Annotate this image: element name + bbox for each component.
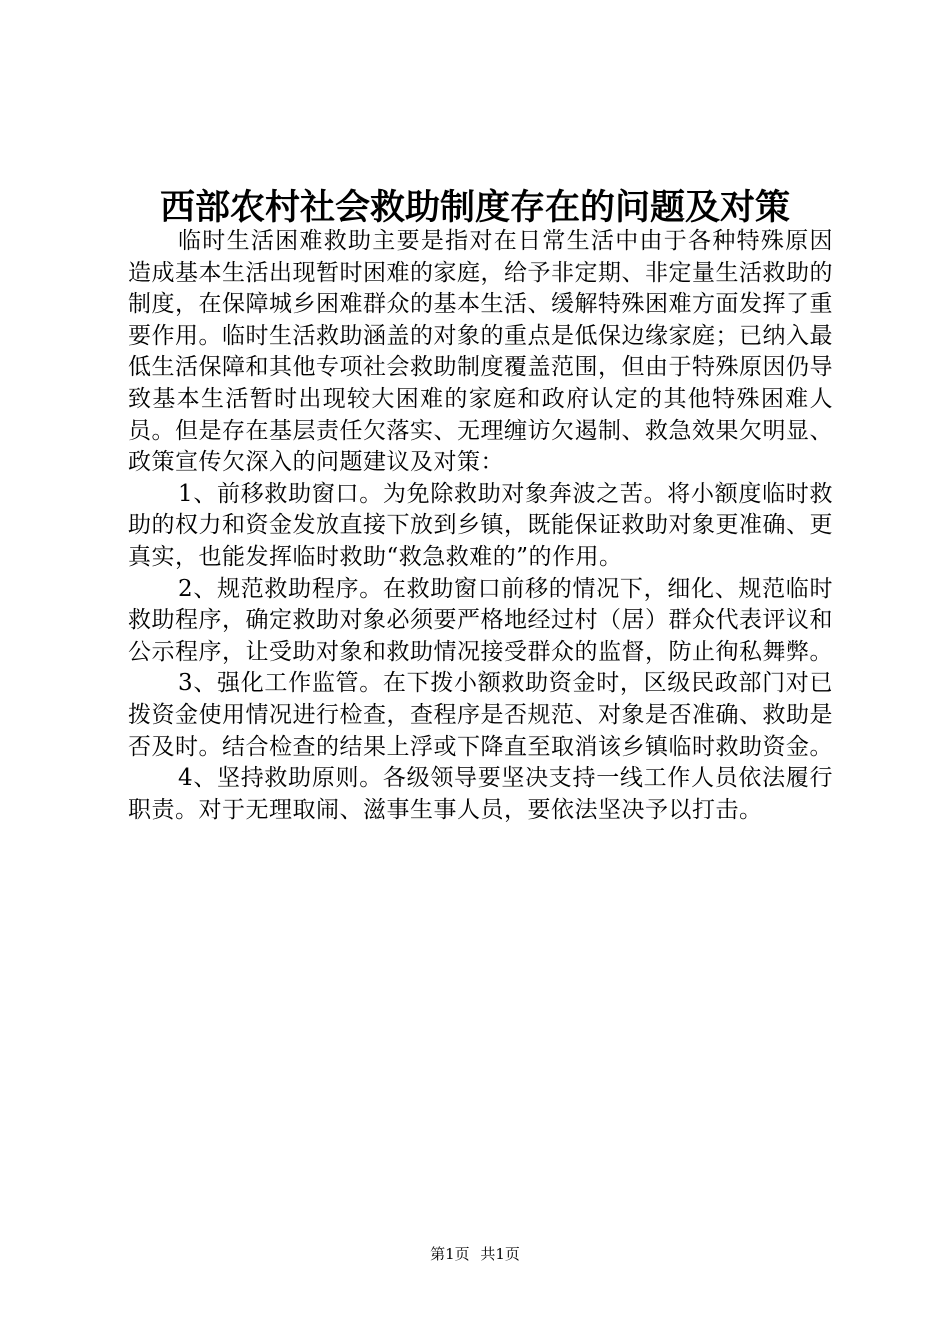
paragraph-intro: 临时生活困难救助主要是指对在日常生活中由于各种特殊原因造成基本生活出现暂时困难的家庭，给予非定期、非定量生活救助的制度，在保障城乡困难群众的基本生活、缓解特殊困难方面发挥了重要作用。临时生活救助涵盖的对象的重点是低保边缘家庭；已纳入最低生活保障和其他专项社会救助制度覆盖范围，但由于特殊原因仍导致基本生活暂时出现较大困难的家庭和政府认定的其他特殊困难人员。但是存在基层责任欠落实、无理缠访欠遏制、救急效果欠明显、政策宣传欠深入的问题建议及对策： (128, 228, 833, 476)
paragraph-item-2: 2、规范救助程序。在救助窗口前移的情况下，细化、规范临时救助程序，确定救助对象必须要严格地经过村（居）群众代表评议和公示程序，让受助对象和救助情况接受群众的监督，防止徇私舞弊。 (128, 575, 833, 665)
paragraph-item-3: 3、强化工作监管。在下拨小额救助资金时，区级民政部门对已拨资金使用情况进行检查，查程序是否规范、对象是否准确、救助是否及时。结合检查的结果上浮或下降直至取消该乡镇临时救助资金。 (128, 670, 833, 760)
document-body (128, 226, 833, 826)
paragraph-item-4: 4、坚持救助原则。各级领导要坚决支持一线工作人员依法履行职责。对于无理取闹、滋事生事人员，要依法坚决予以打击。 (128, 765, 833, 823)
document-title: 西部农村社会救助制度存在的问题及对策 (159, 187, 790, 228)
page-number-total: 共1页 (480, 1245, 520, 1263)
page-footer (0, 1244, 950, 1264)
page-number-current: 第1页 (430, 1245, 470, 1263)
paragraph-item-1: 1、前移救助窗口。为免除救助对象奔波之苦。将小额度临时救助的权力和资金发放直接下放到乡镇，既能保证救助对象更准确、更真实，也能发挥临时救助“救急救难的”的作用。 (128, 480, 833, 570)
